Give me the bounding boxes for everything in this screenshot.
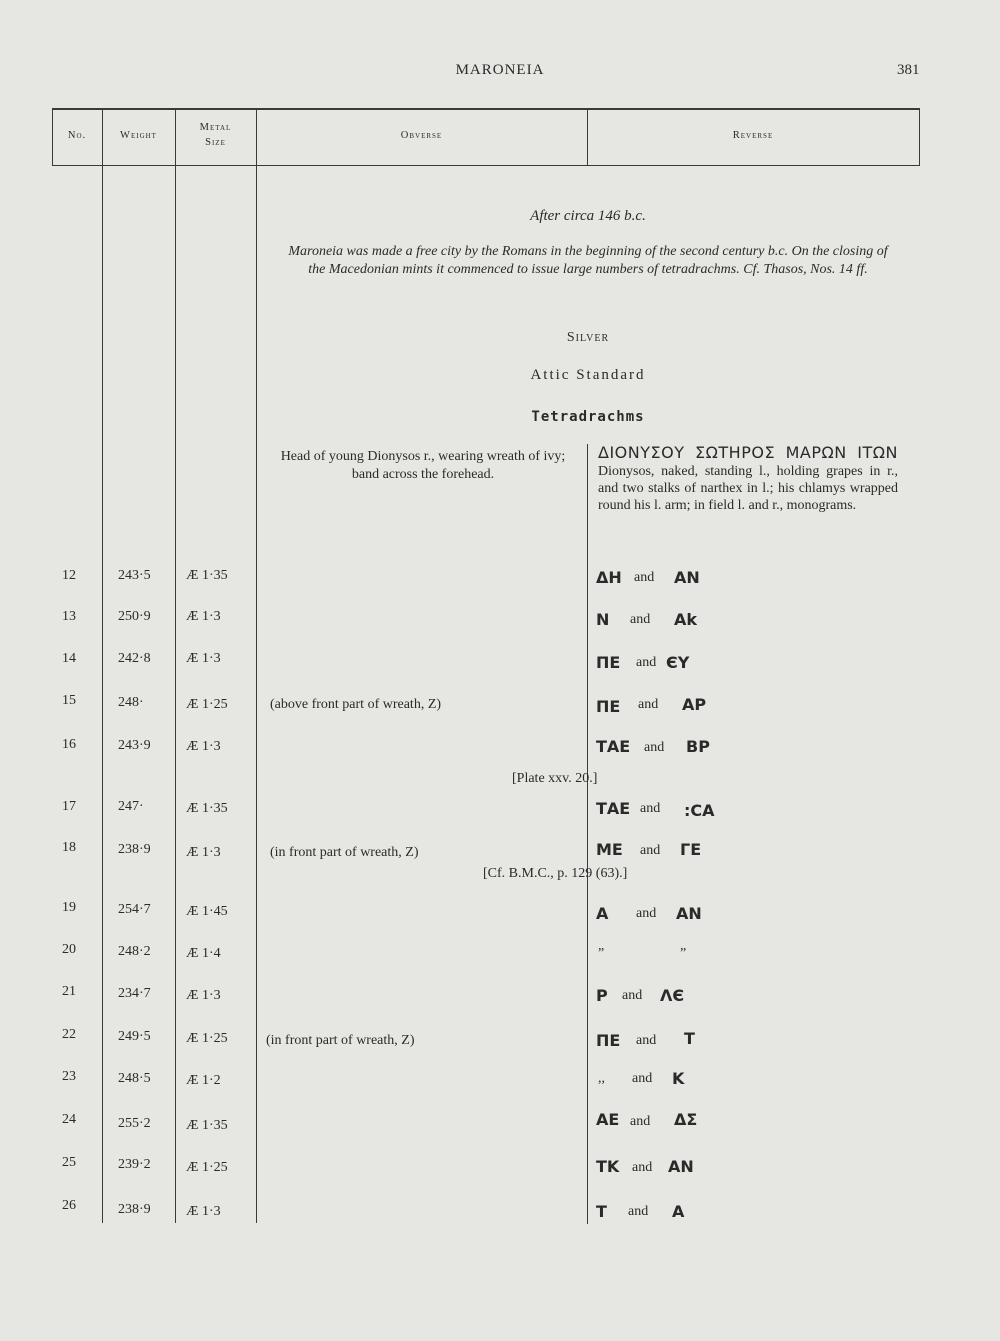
row-no: 22	[62, 1027, 76, 1042]
row-weight: 243·9	[118, 738, 151, 753]
row-metal: Æ 1·4	[186, 946, 221, 961]
period-heading: After circa 146 b.c.	[530, 208, 646, 224]
col-divider-metal	[175, 108, 176, 1223]
reverse-monogram-right: ΑΡ	[682, 695, 707, 714]
row-metal: Æ 1·3	[186, 609, 221, 624]
standard-heading: Attic Standard	[530, 367, 646, 383]
row-metal: Æ 1·3	[186, 845, 221, 860]
row-metal: Æ 1·3	[186, 988, 221, 1003]
row-no: 21	[62, 984, 76, 999]
row-metal: Æ 1·3	[186, 1204, 221, 1219]
denomination-heading: Tetradrachms	[531, 409, 645, 425]
row-weight: 249·5	[118, 1029, 151, 1044]
reverse-monogram-right: ΒΡ	[686, 737, 710, 756]
col-header-reverse: Reverse	[732, 130, 774, 141]
reverse-monogram-left: ΤΚ	[596, 1157, 620, 1176]
obverse-note: (above front part of wreath, Ζ)	[270, 697, 442, 712]
plate-reference: [Cf. B.M.C., p. 129 (63).]	[483, 866, 628, 881]
page-number: 381	[897, 62, 920, 78]
reverse-ditto-left: ”	[598, 946, 605, 961]
reverse-and: and	[632, 1071, 653, 1086]
plate-reference: [Plate xxv. 20.]	[512, 771, 598, 786]
reverse-monogram-right: ΑΝ	[668, 1157, 694, 1176]
row-weight: 238·9	[118, 1202, 151, 1217]
row-no: 13	[62, 609, 76, 624]
reverse-and: and	[640, 843, 661, 858]
reverse-monogram-left: ΑΕ	[596, 1110, 620, 1129]
reverse-monogram-right: ΛЄ	[660, 986, 685, 1005]
col-divider-obverse	[256, 108, 257, 1223]
reverse-description	[598, 444, 898, 514]
reverse-and: and	[628, 1204, 649, 1219]
row-metal: Æ 1·45	[186, 904, 228, 919]
page-header-title: MARONEIA	[455, 62, 545, 78]
table-head-rule	[52, 165, 920, 166]
reverse-and: and	[634, 570, 655, 585]
row-weight: 238·9	[118, 842, 151, 857]
row-metal: Æ 1·25	[186, 1031, 228, 1046]
reverse-monogram-left: ΤΑΕ	[596, 799, 631, 818]
row-metal: Æ 1·35	[186, 801, 228, 816]
row-weight: 248·2	[118, 944, 151, 959]
reverse-and: and	[636, 1033, 657, 1048]
row-no: 24	[62, 1112, 76, 1127]
row-no: 14	[62, 651, 76, 666]
col-header-obverse: Obverse	[400, 130, 443, 141]
obverse-note: (in front part of wreath, Ζ)	[270, 845, 419, 860]
col-divider-weight	[102, 108, 103, 1223]
reverse-and: and	[644, 740, 665, 755]
metal-heading: Silver	[566, 330, 610, 345]
row-metal: Æ 1·25	[186, 697, 228, 712]
row-weight: 254·7	[118, 902, 151, 917]
reverse-and: and	[630, 612, 651, 627]
reverse-and: and	[636, 655, 657, 670]
reverse-ditto-left: ,,	[598, 1071, 605, 1086]
row-weight: 242·8	[118, 651, 151, 666]
row-no: 12	[62, 568, 76, 583]
reverse-monogram-left: Ν	[596, 610, 610, 629]
reverse-monogram-right: ΑΝ	[676, 904, 702, 923]
col-header-no: No.	[67, 130, 87, 141]
reverse-monogram-left: ΤΑΕ	[596, 737, 631, 756]
row-no: 18	[62, 840, 76, 855]
row-no: 23	[62, 1069, 76, 1084]
row-metal: Æ 1·2	[186, 1073, 221, 1088]
obverse-description: Head of young Dionysos r., wearing wreath of ivy; band across the forehead.	[280, 449, 566, 482]
reverse-monogram-left: Ρ	[596, 986, 608, 1005]
reverse-and: and	[636, 906, 657, 921]
row-weight: 239·2	[118, 1157, 151, 1172]
reverse-monogram-right: Τ	[684, 1029, 695, 1048]
intro-paragraph: Maroneia was made a free city by the Romans in the beginning of the second century b.c. On the closing of the Macedonian mints it commenced to issue large numbers of tetradrachms. Cf. Thasos, Nos. 14 ff.	[288, 244, 888, 277]
reverse-and: and	[640, 801, 661, 816]
row-weight: 247·	[118, 799, 144, 814]
row-no: 16	[62, 737, 76, 752]
reverse-monogram-right: ЄΥ	[666, 653, 690, 672]
row-no: 26	[62, 1198, 76, 1213]
row-metal: Æ 1·25	[186, 1160, 228, 1175]
row-weight: 234·7	[118, 986, 151, 1001]
reverse-monogram-right: ΑΝ	[674, 568, 700, 587]
row-metal: Æ 1·35	[186, 568, 228, 583]
reverse-monogram-right: Α	[672, 1202, 685, 1221]
reverse-type-text: Dionysos, naked, standing l., holding grapes in r., and two stalks of narthex in l.; his chlamys wrapped round his l. arm; in field l. and r., monograms.	[598, 464, 898, 513]
row-no: 20	[62, 942, 76, 957]
row-weight: 248·5	[118, 1071, 151, 1086]
row-no: 15	[62, 693, 76, 708]
row-no: 17	[62, 799, 76, 814]
col-divider-reverse-body	[587, 444, 588, 1224]
reverse-legend: ΔΙΟΝΥΣΟΥ ΣΩΤΗΡΟΣ ΜΑΡΩΝ ΙΤΩΝ	[598, 443, 898, 462]
col-header-metal: Metal	[199, 122, 232, 133]
row-no: 25	[62, 1155, 76, 1170]
row-weight: 243·5	[118, 568, 151, 583]
reverse-and: and	[632, 1160, 653, 1175]
reverse-monogram-right: Κ	[672, 1069, 685, 1088]
row-no: 19	[62, 900, 76, 915]
row-weight: 248·	[118, 695, 144, 710]
reverse-and: and	[638, 697, 659, 712]
col-header-weight: Weight	[120, 130, 157, 141]
reverse-monogram-left: Τ	[596, 1202, 607, 1221]
reverse-monogram-right: ΔΣ	[674, 1110, 698, 1129]
reverse-monogram-left: ΔΗ	[596, 568, 622, 587]
reverse-and: and	[630, 1114, 651, 1129]
reverse-monogram-right: Ak	[674, 610, 698, 629]
reverse-monogram-left: ΠΕ	[596, 653, 621, 672]
row-weight: 250·9	[118, 609, 151, 624]
reverse-monogram-right: ΓΕ	[680, 840, 702, 859]
row-metal: Æ 1·35	[186, 1118, 228, 1133]
reverse-monogram-left: Α	[596, 904, 609, 923]
table-right-border	[919, 108, 920, 165]
reverse-ditto-right: ”	[680, 946, 687, 961]
row-metal: Æ 1·3	[186, 651, 221, 666]
col-header-size: Size	[205, 137, 226, 148]
reverse-monogram-left: ΠΕ	[596, 697, 621, 716]
reverse-and: and	[622, 988, 643, 1003]
row-weight: 255·2	[118, 1116, 151, 1131]
table-top-rule	[52, 108, 920, 110]
reverse-monogram-right: :CA	[684, 801, 715, 820]
obverse-note: (in front part of wreath, Ζ)	[266, 1033, 415, 1048]
row-metal: Æ 1·3	[186, 739, 221, 754]
reverse-monogram-left: ΜΕ	[596, 840, 623, 859]
reverse-monogram-left: ΠΕ	[596, 1031, 621, 1050]
